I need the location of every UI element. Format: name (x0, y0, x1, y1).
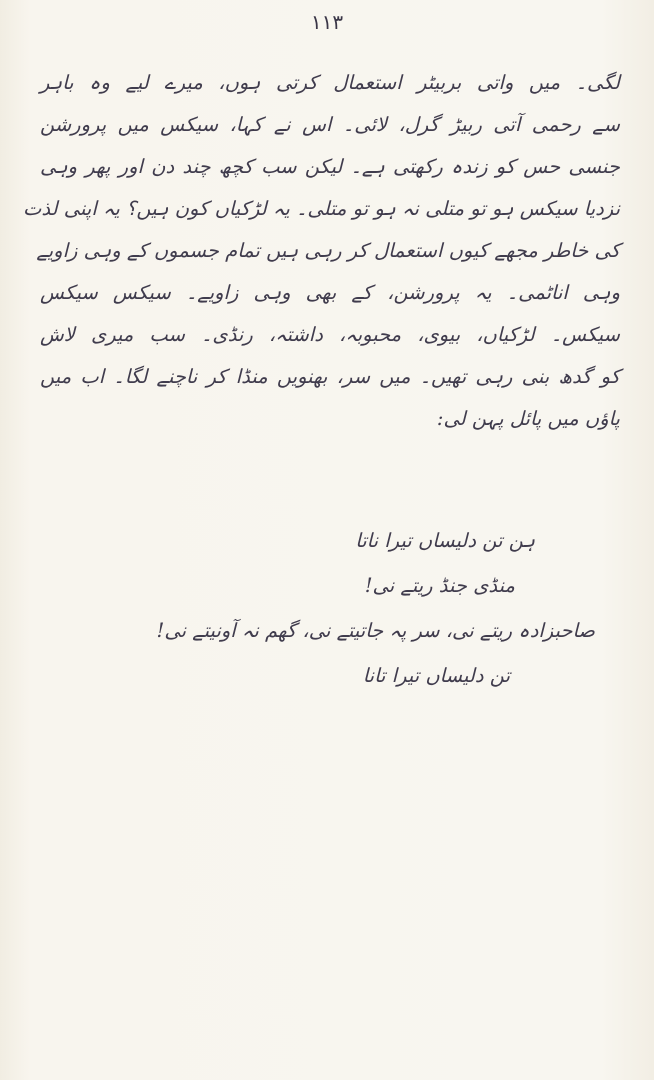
verse-line-1: ہن تن دلیساں تیرا ناتا (355, 529, 535, 552)
prose-line-1: لگی۔ میں واتی بربیٹر استعمال کرتی ہوں، میرے لیے وہ باہر (40, 71, 620, 94)
verse-line-2: منڈی جنڈ ریتے نی! (364, 574, 515, 597)
verse-block (80, 518, 600, 698)
prose-line-8: کو گدھ بنی رہی تھیں۔ میں سر، بھنویں منڈا کر ناچنے لگا۔ اب میں (40, 365, 620, 388)
prose-line-3: جنسی حس کو زندہ رکھتی ہے۔ لیکن سب کچھ چند دن اور پھر وہی (40, 155, 620, 178)
prose-line-7: سیکس۔ لڑکیاں، بیوی، محبوبہ، داشتہ، رنڈی۔ سب میری لاش (40, 323, 620, 346)
verse-line-3: صاحبزادہ ریتے نی، سر پہ جاتیتے نی، گھم نہ آونیتے نی! (156, 619, 595, 642)
prose-line-4: نزدیا سیکس ہو تو متلی نہ ہو تو متلی۔ یہ لڑکیاں کون ہیں؟ یہ اپنی لذت (23, 197, 620, 220)
verse-line-4: تن دلیساں تیرا تانا (362, 664, 510, 687)
page-number: ۱۱۳ (310, 10, 344, 34)
prose-line-2: سے رحمی آتی ربیڑ گرل، لائی۔ اس نے کہا، سیکس میں پرورشن (40, 113, 620, 136)
prose-line-5: کی خاطر مجھے کیوں استعمال کر رہی ہیں تمام جسموں کے وہی زاویے (36, 239, 620, 262)
prose-line-9: پاؤں میں پائل پہن لی: (436, 407, 620, 430)
prose-line-6: وہی اناٹمی۔ یہ پرورشن، کے بھی وہی زاویے۔ سیکس سیکس (40, 281, 620, 304)
prose-paragraph (23, 62, 620, 440)
